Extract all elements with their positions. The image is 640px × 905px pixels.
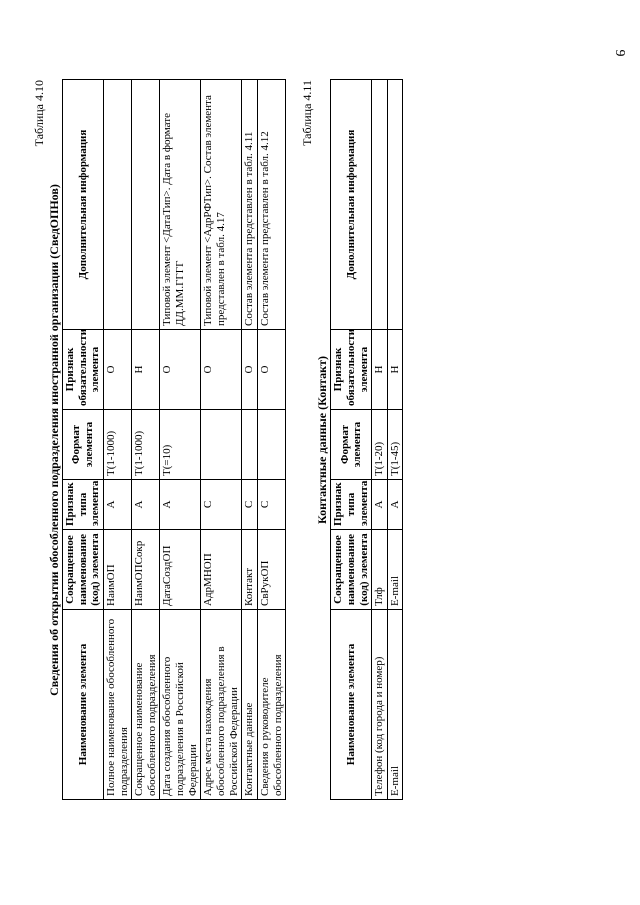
header-cell: Наименование элемента (331, 610, 372, 800)
table-4-10 (62, 79, 286, 800)
cell-name: Сведения о руководителе обособленного подразделения (257, 610, 285, 800)
cell-name: Дата создания обособленного подразделения в Российской Федерации (160, 610, 201, 800)
rotated-sheet (32, 80, 592, 800)
header-cell: Наименование элемента (63, 610, 104, 800)
header-cell: Признак типа элемента (63, 480, 104, 530)
cell-format: T(1-1000) (103, 410, 131, 480)
cell-type: С (242, 480, 258, 530)
cell-format (201, 410, 242, 480)
cell-code: НаимОП (103, 530, 131, 610)
header-cell: Сокращенное наименование (код) элемента (331, 530, 372, 610)
cell-format (242, 410, 258, 480)
cell-type: А (372, 480, 388, 530)
cell-name: Адрес места нахождения обособленного подразделения в Российской Федерации (201, 610, 242, 800)
header-cell: Дополнительная информация (331, 80, 372, 330)
cell-name: Сокращенное наименование обособленного подразделения (132, 610, 160, 800)
table-header-row (331, 80, 372, 800)
cell-required: О (103, 330, 131, 410)
spacer (286, 80, 300, 800)
header-cell: Дополнительная информация (63, 80, 104, 330)
cell-format: T(1-1000) (132, 410, 160, 480)
table-row (257, 80, 285, 800)
cell-type: А (387, 480, 403, 530)
header-cell: Формат элемента (331, 410, 372, 480)
cell-name: Контактные данные (242, 610, 258, 800)
cell-info (387, 80, 403, 330)
cell-info (132, 80, 160, 330)
cell-code: ДатаСоздОП (160, 530, 201, 610)
cell-required: Н (372, 330, 388, 410)
cell-type: А (103, 480, 131, 530)
cell-info: Состав элемента представлен в табл. 4.11 (242, 80, 258, 330)
cell-info: Состав элемента представлен в табл. 4.12 (257, 80, 285, 330)
cell-required: О (257, 330, 285, 410)
cell-code: E-mail (387, 530, 403, 610)
cell-code: НаимОПСокр (132, 530, 160, 610)
cell-required: О (201, 330, 242, 410)
cell-code: Тлф (372, 530, 388, 610)
table-header-row (63, 80, 104, 800)
cell-required: Н (132, 330, 160, 410)
table-row (103, 80, 131, 800)
cell-code: Контакт (242, 530, 258, 610)
table-row (201, 80, 242, 800)
table-4-11 (330, 79, 403, 800)
cell-info: Типовой элемент <АдрРФТип>. Состав элемента представлен в табл. 4.17 (201, 80, 242, 330)
table-4-11-title: Контактные данные (Контакт) (315, 356, 330, 524)
cell-required: О (160, 330, 201, 410)
header-cell: Признак обязательности элемента (331, 330, 372, 410)
table-row (160, 80, 201, 800)
table-4-10-label: Таблица 4.10 (32, 80, 46, 147)
header-cell: Признак обязательности элемента (63, 330, 104, 410)
table-4-10-title: Сведения об открытии обособленного подразделения иностранной организации (СведОПНов) (47, 184, 61, 696)
cell-type: А (160, 480, 201, 530)
cell-format: T(1-45) (387, 410, 403, 480)
cell-code: АдрМНОП (201, 530, 242, 610)
cell-name: Полное наименование обособленного подразделения (103, 610, 131, 800)
cell-type: С (201, 480, 242, 530)
cell-type: С (257, 480, 285, 530)
table-4-11-label: Таблица 4.11 (300, 80, 315, 146)
cell-code: СвРукОП (257, 530, 285, 610)
cell-format (257, 410, 285, 480)
cell-name: E-mail (387, 610, 403, 800)
cell-info (103, 80, 131, 330)
table-row (132, 80, 160, 800)
cell-required: О (242, 330, 258, 410)
cell-type: А (132, 480, 160, 530)
header-cell: Сокращенное наименование (код) элемента (63, 530, 104, 610)
cell-required: Н (387, 330, 403, 410)
cell-name: Телефон (код города и номер) (372, 610, 388, 800)
table-row (387, 80, 403, 800)
cell-format: T(=10) (160, 410, 201, 480)
header-cell: Формат элемента (63, 410, 104, 480)
table-row (242, 80, 258, 800)
table-row (372, 80, 388, 800)
cell-format: T(1-20) (372, 410, 388, 480)
cell-info: Типовой элемент <ДатаТип>. Дата в формате ДД.ММ.ГГГГ (160, 80, 201, 330)
header-cell: Признак типа элемента (331, 480, 372, 530)
cell-info (372, 80, 388, 330)
page-number: 9 (612, 49, 627, 57)
